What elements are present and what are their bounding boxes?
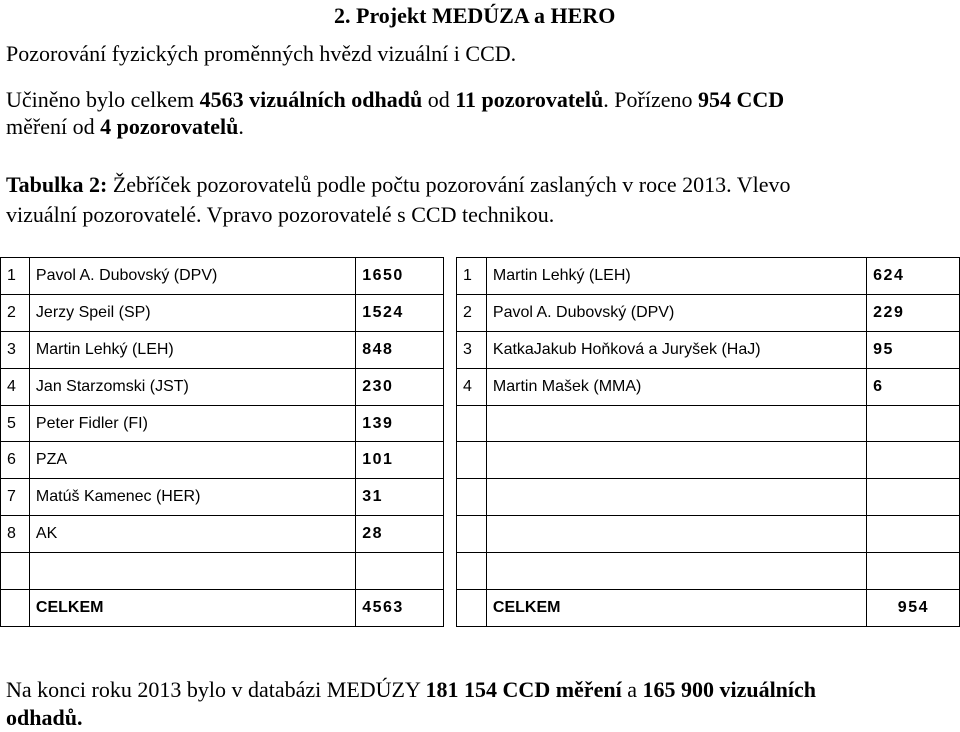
count-cell: 28 <box>356 516 444 553</box>
observer-name-cell: KatkaJakub Hoňková a Juryšek (HaJ) <box>486 331 866 368</box>
count-cell: 139 <box>356 405 444 442</box>
table-row <box>457 258 960 295</box>
rank-cell: 1 <box>457 258 487 295</box>
observer-name-cell: Jerzy Speil (SP) <box>29 294 355 331</box>
table-row <box>1 258 444 295</box>
observer-name-cell: AK <box>29 516 355 553</box>
count-cell: 101 <box>356 442 444 479</box>
footer-line-1: Na konci roku 2013 bylo v databázi MEDÚZY 181 154 CCD měření a 165 900 vizuálních <box>6 677 817 702</box>
table-row <box>1 516 444 553</box>
empty-row <box>1 553 444 590</box>
rank-cell: 3 <box>457 331 487 368</box>
rank-cell: 4 <box>1 368 30 405</box>
rank-cell: 3 <box>1 331 30 368</box>
total-row <box>457 590 960 627</box>
table-row <box>1 442 444 479</box>
total-label: CELKEM <box>486 590 866 627</box>
rank-cell: 2 <box>457 294 487 331</box>
total-value: 4563 <box>356 590 444 627</box>
empty-row <box>457 516 960 553</box>
table-row <box>1 294 444 331</box>
observer-name-cell: Jan Starzomski (JST) <box>29 368 355 405</box>
total-value: 954 <box>867 590 960 627</box>
footer-line-2: odhadů. <box>6 705 83 730</box>
rank-cell: 7 <box>1 479 30 516</box>
table-row <box>457 331 960 368</box>
table-row <box>1 331 444 368</box>
table-row <box>457 368 960 405</box>
table-row <box>1 368 444 405</box>
count-cell: 848 <box>356 331 444 368</box>
total-row <box>1 590 444 627</box>
observer-name-cell: Martin Lehký (LEH) <box>29 331 355 368</box>
empty-row <box>457 442 960 479</box>
count-cell: 230 <box>356 368 444 405</box>
observer-name-cell: Matúš Kamenec (HER) <box>29 479 355 516</box>
count-cell: 1524 <box>356 294 444 331</box>
observer-name-cell: Peter Fidler (FI) <box>29 405 355 442</box>
observer-name-cell: PZA <box>29 442 355 479</box>
count-cell: 624 <box>867 258 960 295</box>
observer-name-cell: Pavol A. Dubovský (DPV) <box>486 294 866 331</box>
visual-observers-table <box>0 257 444 627</box>
empty-row <box>457 405 960 442</box>
rank-cell: 8 <box>1 516 30 553</box>
ccd-observers-table <box>456 257 960 627</box>
summary-line-1: Učiněno bylo celkem 4563 vizuálních odhadů od 11 pozorovatelů. Pořízeno 954 CCD <box>6 87 785 112</box>
rank-cell: 4 <box>457 368 487 405</box>
table-row <box>457 294 960 331</box>
table-row <box>1 479 444 516</box>
rank-cell: 6 <box>1 442 30 479</box>
table-caption-line-2: vizuální pozorovatelé. Vpravo pozorovatelé s CCD technikou. <box>6 202 555 227</box>
table-caption-line-1: Tabulka 2: Žebříček pozorovatelů podle počtu pozorování zaslaných v roce 2013. Vlevo <box>6 172 791 197</box>
count-cell: 95 <box>867 331 960 368</box>
count-cell: 31 <box>356 479 444 516</box>
table-row <box>1 405 444 442</box>
count-cell: 1650 <box>356 258 444 295</box>
count-cell: 6 <box>867 368 960 405</box>
rank-cell: 1 <box>1 258 30 295</box>
empty-row <box>457 553 960 590</box>
observer-name-cell: Martin Mašek (MMA) <box>486 368 866 405</box>
total-label: CELKEM <box>29 590 355 627</box>
empty-row <box>457 479 960 516</box>
count-cell: 229 <box>867 294 960 331</box>
section-heading: 2. Projekt MEDÚZA a HERO <box>334 3 616 28</box>
subtitle: Pozorování fyzických proměnných hvězd vizuální i CCD. <box>6 41 517 66</box>
observer-name-cell: Pavol A. Dubovský (DPV) <box>29 258 355 295</box>
observer-name-cell: Martin Lehký (LEH) <box>486 258 866 295</box>
rank-cell: 2 <box>1 294 30 331</box>
summary-line-2: měření od 4 pozorovatelů. <box>6 114 244 139</box>
rank-cell: 5 <box>1 405 30 442</box>
